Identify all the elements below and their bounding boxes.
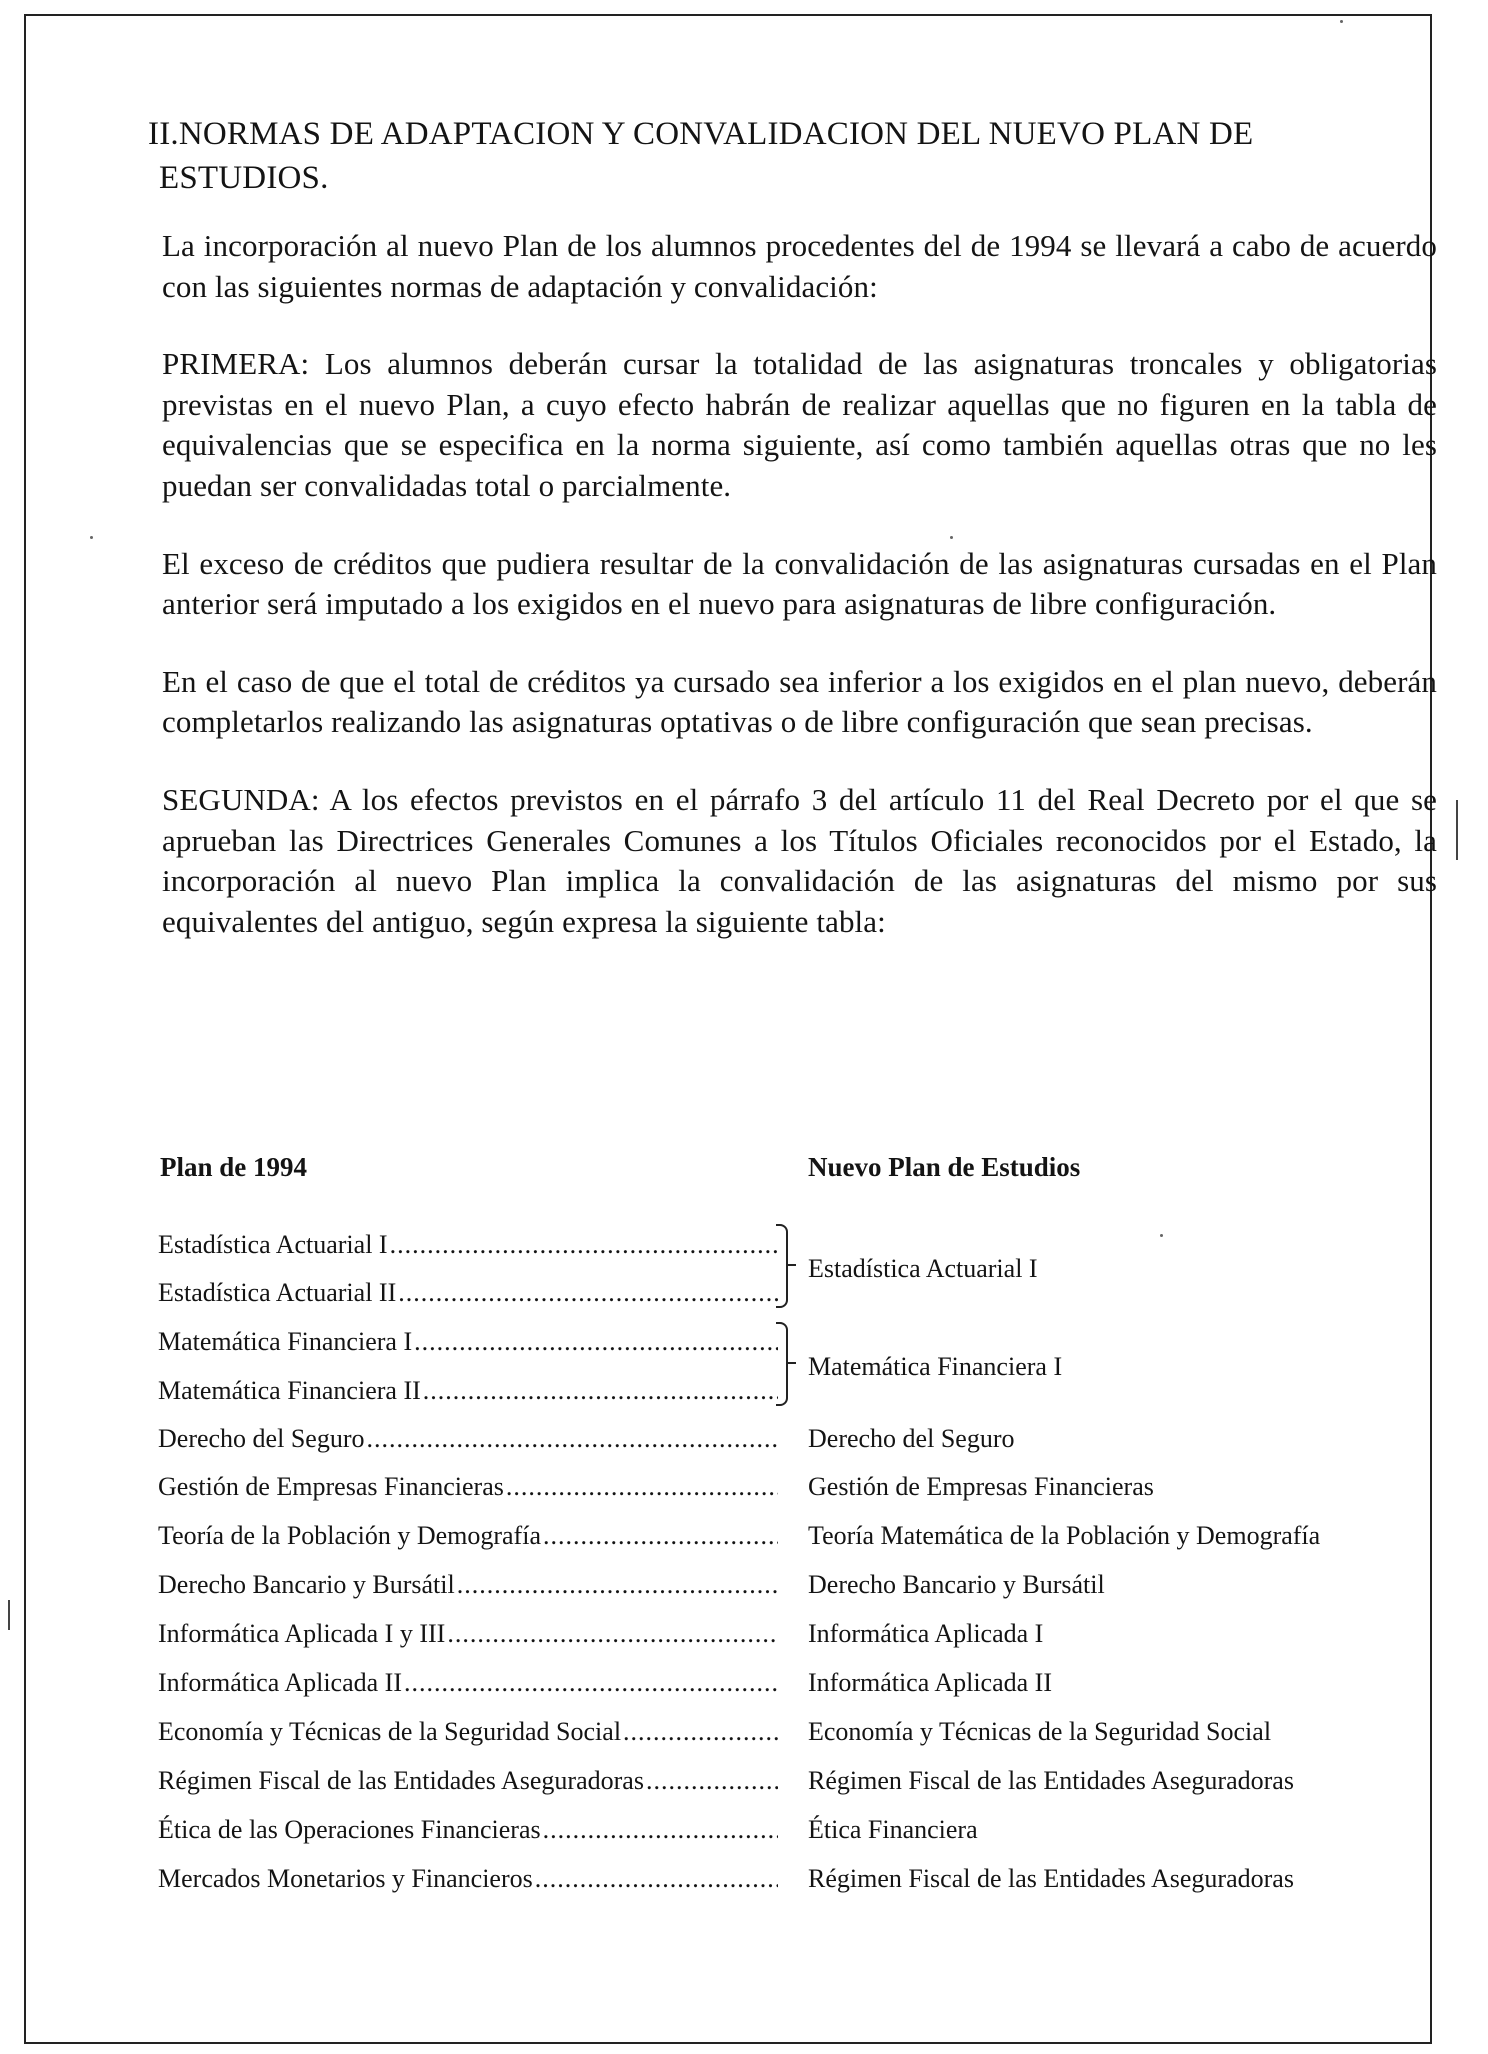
- old-subject: Estadística Actuarial II .....: [158, 1278, 778, 1308]
- group-brace: [776, 1224, 788, 1308]
- table-row: [158, 1521, 1448, 1561]
- table-headers: [160, 1152, 1440, 1192]
- old-subject: Economía y Técnicas de la Seguridad Social .....: [158, 1717, 778, 1747]
- new-subject: Estadística Actuarial I: [808, 1254, 1038, 1283]
- table-row: [158, 1668, 1448, 1708]
- old-subject: Informática Aplicada I y III .....: [158, 1619, 778, 1649]
- old-subject: Informática Aplicada II .....: [158, 1668, 778, 1698]
- old-subject: Estadística Actuarial I .....: [158, 1230, 778, 1260]
- group-brace-tip: [786, 1264, 796, 1266]
- new-subject: Derecho Bancario y Bursátil: [808, 1570, 1105, 1599]
- scan-speck: [1340, 20, 1343, 23]
- new-subject: Derecho del Seguro: [808, 1424, 1015, 1453]
- table-row: [158, 1570, 1448, 1610]
- new-subject: Gestión de Empresas Financieras: [808, 1472, 1154, 1501]
- old-subject: Teoría de la Población y Demografía .....: [158, 1521, 778, 1551]
- section-title-line-2: ESTUDIOS.: [159, 160, 329, 196]
- group-brace: [776, 1322, 788, 1406]
- group-brace-tip: [786, 1362, 796, 1364]
- paragraph-primera: PRIMERA: Los alumnos deberán cursar la totalidad de las asignaturas troncales y obligatorias previstas en el nuevo Plan, a cuyo efecto habrán de realizar aquellas que no figuren en la tabla de equivalencias que se especifica en la norma siguiente, así como también aquellas otras que no les puedan ser convalidadas total o parcialmente.: [162, 346, 1437, 503]
- paragraph-exceso-creditos: El exceso de créditos que pudiera resultar de la convalidación de las asignaturas cursadas en el Plan anterior será imputado a los exigidos en el nuevo para asignaturas de libre configuración.: [162, 545, 1437, 622]
- old-subject: Mercados Monetarios y Financieros .....: [158, 1864, 778, 1894]
- new-subject: Economía y Técnicas de la Seguridad Social: [808, 1717, 1272, 1746]
- old-subject: Matemática Financiera I .....: [158, 1327, 778, 1357]
- table-row: [158, 1619, 1448, 1659]
- old-subject: Ética de las Operaciones Financieras .....: [158, 1815, 778, 1845]
- old-subject: Derecho Bancario y Bursátil .....: [158, 1570, 778, 1600]
- section-title: [148, 112, 1398, 200]
- old-subject: Matemática Financiera II .....: [158, 1376, 778, 1406]
- paragraph-caso-inferior: En el caso de que el total de créditos ya cursado sea inferior a los exigidos en el plan nuevo, deberán completarlos realizando las asignaturas optativas o de libre configuración que sean precisas.: [162, 663, 1437, 740]
- table-row: [158, 1278, 1448, 1318]
- table-row: [158, 1376, 1448, 1416]
- table-row: [158, 1424, 1448, 1464]
- paragraph-segunda: SEGUNDA: A los efectos previstos en el párrafo 3 del artículo 11 del Real Decreto por el que se aprueban las Directrices Generales Comunes a los Títulos Oficiales reconocidos por el Estado, la incorporación al nuevo Plan implica la convalidación de las asignaturas del mismo por sus equivalentes del antiguo, según expresa la siguiente tabla:: [162, 781, 1437, 939]
- paragraph-intro: La incorporación al nuevo Plan de los alumnos procedentes del de 1994 se llevará a cabo de acuerdo con las siguientes normas de adaptación y convalidación:: [162, 228, 1437, 304]
- table-row: [158, 1864, 1448, 1904]
- table-row: [158, 1327, 1448, 1367]
- table-row: [158, 1717, 1448, 1757]
- header-nuevo-plan: Nuevo Plan de Estudios: [808, 1152, 1081, 1182]
- scan-edge-mark: [1456, 800, 1458, 860]
- new-subject: Régimen Fiscal de las Entidades Aseguradoras: [808, 1766, 1294, 1795]
- old-subject: Régimen Fiscal de las Entidades Aseguradoras .....: [158, 1766, 778, 1796]
- scan-speck: [1160, 1234, 1163, 1237]
- new-subject: Ética Financiera: [808, 1815, 978, 1844]
- new-subject: Informática Aplicada I: [808, 1619, 1044, 1648]
- old-subject: Derecho del Seguro .....: [158, 1424, 778, 1454]
- scan-speck: [950, 536, 953, 539]
- section-title-line-1: II.NORMAS DE ADAPTACION Y CONVALIDACION DEL NUEVO PLAN DE: [148, 116, 1254, 152]
- new-subject: Teoría Matemática de la Población y Demografía: [808, 1521, 1321, 1550]
- equivalence-table: [158, 1230, 1448, 1930]
- scan-speck: [90, 536, 93, 539]
- body-text: [162, 226, 1437, 979]
- new-subject: Matemática Financiera I: [808, 1352, 1063, 1381]
- new-subject: Informática Aplicada II: [808, 1668, 1052, 1697]
- scan-edge-mark: [8, 1600, 10, 1630]
- table-row: [158, 1230, 1448, 1270]
- header-plan-1994: Plan de 1994: [160, 1152, 308, 1182]
- table-row: [158, 1766, 1448, 1806]
- table-row: [158, 1472, 1448, 1512]
- new-subject: Régimen Fiscal de las Entidades Aseguradoras: [808, 1864, 1294, 1893]
- old-subject: Gestión de Empresas Financieras .....: [158, 1472, 778, 1502]
- table-row: [158, 1815, 1448, 1855]
